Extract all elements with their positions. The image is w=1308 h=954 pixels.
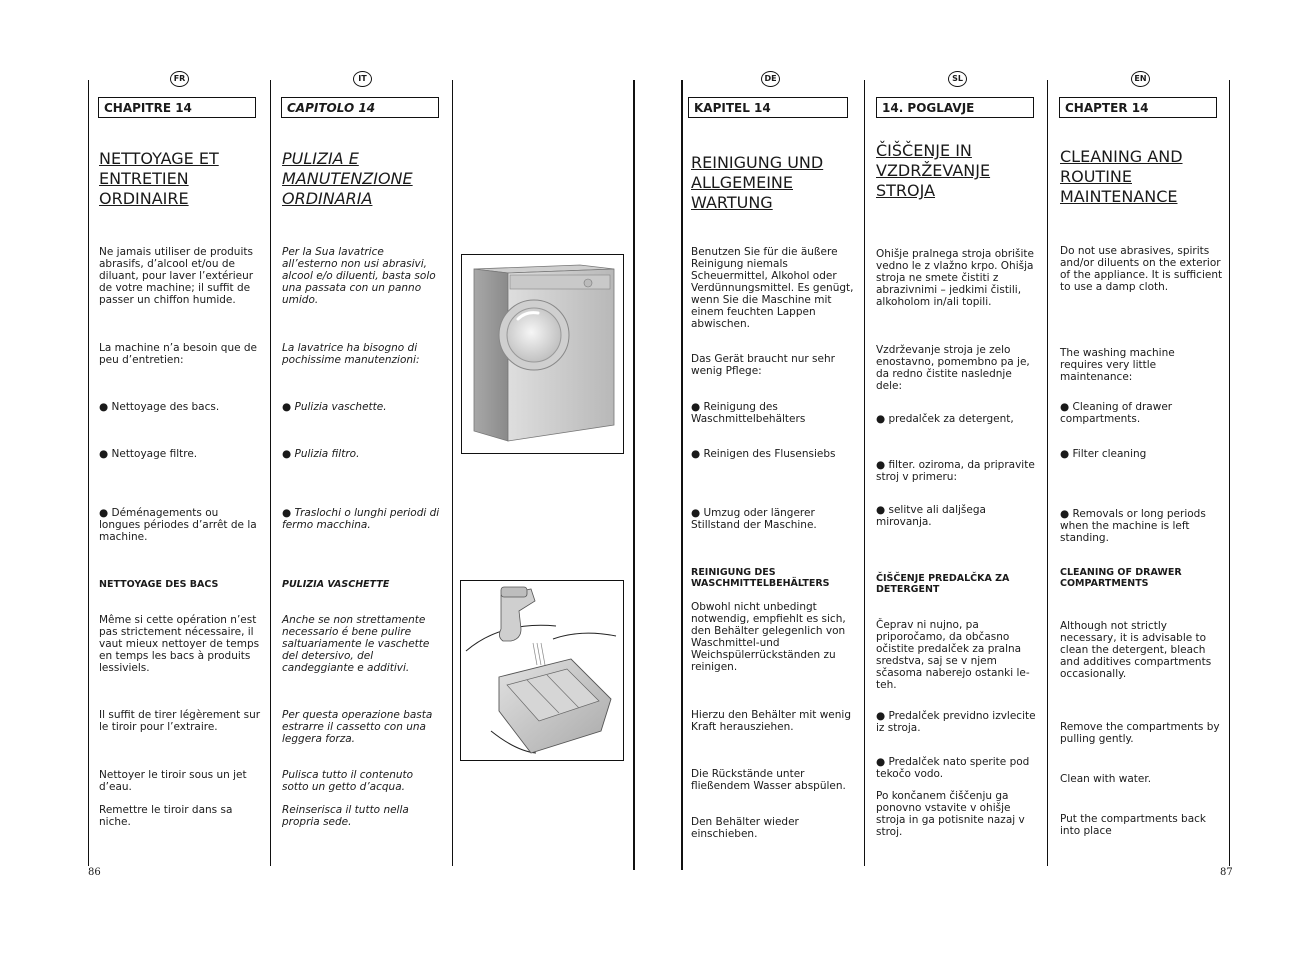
paragraph: Die Rückstände unter fließendem Wasser abspülen. xyxy=(691,768,846,792)
bullet-item: ● Umzug oder längerer Stillstand der Maschine. xyxy=(691,507,817,531)
paragraph: Vzdrževanje stroja je zelo enostavno, pomembno pa je, da redno čistite naslednje dele: xyxy=(876,344,1030,392)
language-badge-sl: SL xyxy=(948,71,967,87)
paragraph: Remove the compartments by pulling gently. xyxy=(1060,721,1220,745)
paragraph: Reinserisca il tutto nella propria sede. xyxy=(282,804,409,828)
column-rule xyxy=(88,80,89,866)
language-badge-it: IT xyxy=(353,71,372,87)
paragraph: Remettre le tiroir dans sa niche. xyxy=(99,804,233,828)
paragraph: Nettoyer le tiroir sous un jet d’eau. xyxy=(99,769,247,793)
paragraph: Das Gerät braucht nur sehr wenig Pflege: xyxy=(691,353,835,377)
bullet-item: ● Filter cleaning xyxy=(1060,448,1147,460)
column-rule xyxy=(1047,80,1048,866)
page-number-right: 87 xyxy=(1220,867,1233,878)
paragraph: Pulisca tutto il contenuto sotto un getto d’acqua. xyxy=(282,769,414,793)
page-number-left: 86 xyxy=(88,867,101,878)
paragraph: Obwohl nicht unbedingt notwendig, empfiehlt es sich, den Behälter gelegenlich von Waschmittel-und Weichspülerrückständen zu reinigen. xyxy=(691,601,846,673)
paragraph: Per questa operazione basta estrarre il cassetto con una leggera forza. xyxy=(282,709,433,745)
bullet-item: ● predalček za detergent, xyxy=(876,413,1014,425)
paragraph: Benutzen Sie für die äußere Reinigung niemals Scheuermittel, Alkohol oder Verdünnungsmittel. Es genügt, wenn Sie die Maschine mit einem feuchten Lappen abwischen. xyxy=(691,246,854,330)
bullet-item: ● Removals or long periods when the machine is left standing. xyxy=(1060,508,1206,544)
bullet-item: ● selitve ali daljšega mirovanja. xyxy=(876,504,986,528)
washing-machine-icon xyxy=(462,255,623,453)
paragraph: Although not strictly necessary, it is advisable to clean the detergent, bleach and additives compartments occasionally. xyxy=(1060,620,1212,680)
paragraph: Den Behälter wieder einschieben. xyxy=(691,816,799,840)
bullet-item: ● Predalček nato sperite pod tekočo vodo. xyxy=(876,756,1030,780)
bullet-item: ● Predalček previdno izvlecite iz stroja. xyxy=(876,710,1036,734)
paragraph: Čeprav ni nujno, pa priporočamo, da občasno očistite predalček za pralna sredstva, saj se v njem sčasoma naberejo ostanki le-teh. xyxy=(876,619,1030,691)
tap-and-drawer-icon xyxy=(461,581,623,760)
column-rule xyxy=(452,80,453,866)
section-title: NETTOYAGE ET ENTRETIEN ORDINAIRE xyxy=(99,149,219,208)
page-gutter-right xyxy=(681,80,683,870)
paragraph: Ohišje pralnega stroja obrišite vedno le z vlažno krpo. Ohišja stroja ne smete čistiti z abrazivnimi – jedkimi čistili, alkoholom in/ali topili. xyxy=(876,248,1034,308)
bullet-item: ● Reinigung des Waschmittelbehälters xyxy=(691,401,806,425)
bullet-item: ● Cleaning of drawer compartments. xyxy=(1060,401,1173,425)
chapter-heading: CHAPTER 14 xyxy=(1059,97,1217,118)
chapter-heading: CHAPITRE 14 xyxy=(98,97,256,118)
paragraph: Anche se non strettamente necessario é bene pulire saltuariamente le vaschette del detersivo, del candeggiante e additivi. xyxy=(282,614,430,674)
section-title: REINIGUNG UND ALLGEMEINE WARTUNG xyxy=(691,153,824,212)
subheading: ČIŠČENJE PREDALČKA ZA DETERGENT xyxy=(876,573,1010,595)
paragraph: Clean with water. xyxy=(1060,773,1152,785)
column-rule xyxy=(1229,80,1230,866)
subheading: NETTOYAGE DES BACS xyxy=(99,579,219,590)
bullet-item: ● filter. oziroma, da pripravite stroj v primeru: xyxy=(876,459,1035,483)
chapter-heading: CAPITOLO 14 xyxy=(281,97,439,118)
paragraph: The washing machine requires very little maintenance: xyxy=(1060,347,1175,383)
paragraph: Do not use abrasives, spirits and/or diluents on the exterior of the appliance. It is sufficient to use a damp cloth. xyxy=(1060,245,1223,293)
subheading: REINIGUNG DES WASCHMITTELBEHÄLTERS xyxy=(691,567,830,589)
section-title: ČIŠČENJE IN VZDRŽEVANJE STROJA xyxy=(876,141,991,200)
paragraph: Po končanem čiščenju ga ponovno vstavite v ohišje stroja in ga potisnite nazaj v stroj. xyxy=(876,790,1025,838)
language-badge-en: EN xyxy=(1131,71,1150,87)
section-title: CLEANING AND ROUTINE MAINTENANCE xyxy=(1060,147,1183,206)
bullet-item: ● Pulizia vaschette. xyxy=(282,401,387,413)
paragraph: Ne jamais utiliser de produits abrasifs, d’alcool et/ou de diluant, pour laver l’extérieur de votre machine; il suffit de passer un chiffon humide. xyxy=(99,246,254,306)
language-badge-de: DE xyxy=(761,71,780,87)
bullet-item: ● Déménagements ou longues périodes d’arrêt de la machine. xyxy=(99,507,257,543)
chapter-heading: 14. POGLAVJE xyxy=(876,97,1034,118)
column-rule xyxy=(270,80,271,866)
paragraph: Il suffit de tirer légèrement sur le tiroir pour l’extraire. xyxy=(99,709,261,733)
paragraph: La machine n’a besoin que de peu d’entretien: xyxy=(99,342,258,366)
language-badge-fr: FR xyxy=(170,71,189,87)
subheading: PULIZIA VASCHETTE xyxy=(282,579,390,590)
bullet-item: ● Reinigen des Flusensiebs xyxy=(691,448,836,460)
washing-machine-illustration xyxy=(461,254,624,454)
bullet-item: ● Nettoyage filtre. xyxy=(99,448,198,460)
chapter-heading: KAPITEL 14 xyxy=(688,97,848,118)
paragraph: Hierzu den Behälter mit wenig Kraft herausziehen. xyxy=(691,709,851,733)
paragraph: Put the compartments back into place xyxy=(1060,813,1207,837)
subheading: CLEANING OF DRAWER COMPARTMENTS xyxy=(1060,567,1182,589)
bullet-item: ● Pulizia filtro. xyxy=(282,448,360,460)
drawer-cleaning-illustration xyxy=(460,580,624,761)
bullet-item: ● Nettoyage des bacs. xyxy=(99,401,220,413)
paragraph: Per la Sua lavatrice all’esterno non usi abrasivi, alcool e/o diluenti, basta solo una passata con un panno umido. xyxy=(282,246,436,306)
bullet-item: ● Traslochi o lunghi periodi di fermo macchina. xyxy=(282,507,440,531)
section-title: PULIZIA E MANUTENZIONE ORDINARIA xyxy=(282,149,413,208)
paragraph: Même si cette opération n’est pas strictement nécessaire, il vaut mieux nettoyer de temps en temps les bacs à produits lessiviels. xyxy=(99,614,260,674)
page-gutter-left xyxy=(633,80,635,870)
paragraph: La lavatrice ha bisogno di pochissime manutenzioni: xyxy=(282,342,420,366)
column-rule xyxy=(864,80,865,866)
